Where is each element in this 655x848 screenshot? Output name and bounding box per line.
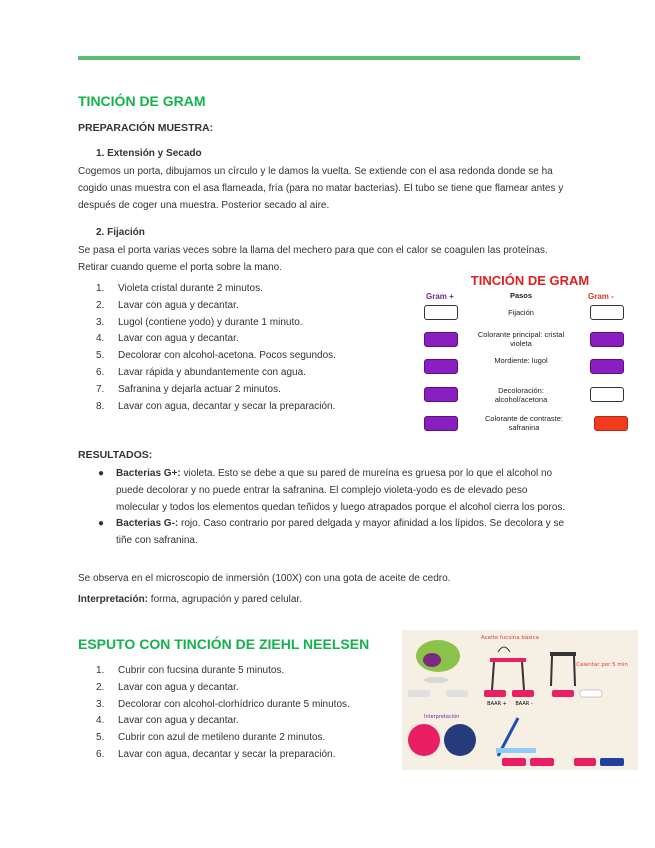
gram-pos-box-crystal-violet (424, 332, 458, 347)
list-item: 5. Decolorar con alcohol-acetona. Pocos segundos. (96, 350, 336, 362)
interpretation: Interpretación: forma, agrupación y pared celular. (78, 594, 302, 605)
list-item: 6. Lavar con agua, decantar y secar la preparación. (96, 748, 336, 760)
gram-pos-box-decolor (424, 387, 458, 402)
section-title-gram: TINCIÓN DE GRAM (78, 93, 206, 109)
prep-heading: PREPARACIÓN MUESTRA: (78, 122, 214, 134)
list-item: ● Bacterias G+: violeta. Esto se debe a que su pared de mureína es gruesa por lo que el alcohol no puede decolorar y no puede entrar la safranina. El complejo violeta-yodo es de elevado peso molecular y todos los elementos quedan teñidos y luego atrapados porque el alcohol cierra los poros. (98, 468, 566, 513)
row-label-lugol: Mordiente: lugol (494, 356, 548, 365)
gram-neg-box-safranin (594, 416, 628, 431)
step1-text: Cogemos un porta, dibujamos un círculo y le damos la vuelta. Se extiende con el asa redonda donde se ha cogido unas muestra con el asa flameada, fría (para no matar bacterias). El tubo se tiene que flamear antes y después de coger una muestra. Posterior secado al aire. (78, 166, 564, 211)
list-item: 2. Lavar con agua y decantar. (96, 681, 239, 693)
list-item: 8. Lavar con agua, decantar y secar la preparación. (96, 400, 336, 412)
row-label-safranin: Colorante de contraste: safranina (485, 414, 563, 432)
list-item: 1. Violeta cristal durante 2 minutos. (96, 283, 263, 294)
gram-pos-header: Gram + (426, 292, 454, 301)
interp-label: Interpretación (424, 714, 460, 720)
steps-header: Pasos (509, 291, 533, 300)
gram-neg-box-fixation (590, 305, 624, 320)
blue-cell-icon (444, 724, 476, 756)
heat-label: Aceite fucsina básica (481, 635, 539, 641)
gram-steps-list (96, 281, 336, 415)
ziehl-neelsen-drawing (402, 630, 638, 770)
purple-cell-icon (423, 653, 441, 667)
list-item: 7. Safranina y dejarla actuar 2 minutos. (96, 383, 281, 395)
gram-neg-box-decolor (590, 387, 624, 402)
list-item: 5. Cubrir con azul de metileno durante 2 minutos. (96, 732, 326, 744)
pink-cell-icon (408, 724, 440, 756)
top-divider (78, 56, 580, 60)
results-list (96, 466, 566, 550)
heated-slide-icon (490, 658, 526, 662)
list-item: 3. Lugol (contiene yodo) y durante 1 minuto. (96, 316, 303, 328)
microscope-note: Se observa en el microscopio de inmersión (100X) con una gota de aceite de cedro. (78, 573, 451, 584)
step1-title: 1. Extensión y Secado (96, 148, 202, 159)
list-item: 4. Lavar con agua y decantar. (96, 333, 239, 345)
section-title-ziehl: ESPUTO CON TINCIÓN DE ZIEHL NEELSEN (78, 636, 370, 652)
baar-neg-label: BAAR - (515, 701, 533, 707)
baar-pos-label: BAAR + (487, 701, 507, 707)
row-label-fixation: Fijación (508, 308, 534, 317)
list-item: 2. Lavar con agua y decantar. (96, 299, 239, 311)
list-item: ● Bacterias G-: rojo. Caso contrario por pared delgada y mayor afinidad a los lípidos. Se decolora y se tiñe con safranina. (98, 518, 565, 547)
gram-pos-box-lugol (424, 359, 458, 374)
list-item: 1. Cubrir con fucsina durante 5 minutos. (96, 665, 285, 676)
bullet-icon: ● (98, 468, 105, 479)
bullet-icon: ● (98, 518, 105, 530)
step2-text: Se pasa el porta varias veces sobre la llama del mechero para que con el calor se coagulen las proteínas. Retirar cuando queme el porta sobre la mano. (78, 245, 548, 273)
results-heading: RESULTADOS: (78, 449, 153, 461)
gram-neg-box-lugol (590, 359, 624, 374)
gram-pos-box-safranin (424, 416, 458, 431)
list-item: 4. Lavar con agua y decantar. (96, 715, 239, 727)
gram-diagram-title: TINCIÓN DE GRAM (470, 273, 590, 288)
step2-title: 2. Fijación (96, 227, 145, 238)
gram-stain-diagram (420, 270, 640, 440)
list-item: 3. Decolorar con alcohol-clorhídrico durante 5 minutos. (96, 698, 350, 710)
ziehl-neelsen-illustration (402, 630, 638, 770)
row-label-crystal-violet: Colorante principal: cristal violeta (477, 330, 565, 348)
gram-neg-box-crystal-violet (590, 332, 624, 347)
list-item: 6. Lavar rápida y abundantemente con agua. (96, 366, 306, 378)
heat-label-2: Calentar por 5 min (576, 662, 628, 668)
gram-pos-box-fixation (424, 305, 458, 320)
ziehl-steps-list (96, 663, 350, 764)
gram-neg-header: Gram - (588, 292, 614, 301)
row-label-decolor: Decoloración: alcohol/acetona (494, 386, 548, 404)
